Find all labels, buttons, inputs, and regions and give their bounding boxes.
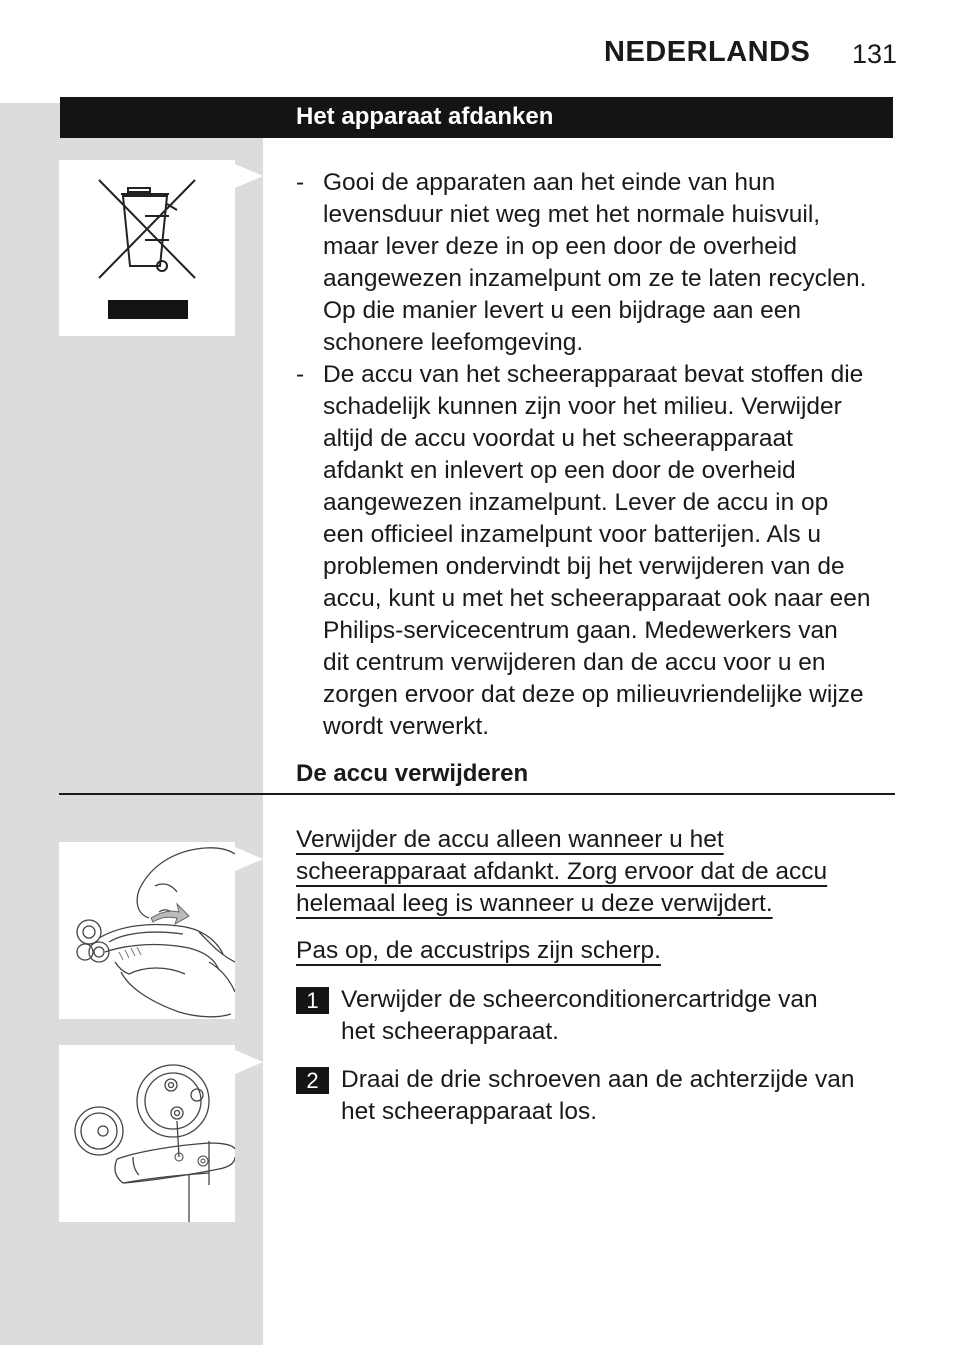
section-title-battery-removal: De accu verwijderen [296,760,529,787]
section-header-bar [60,97,893,138]
bullet-item-1: - Gooi de apparaten aan het einde van hun levensduur niet weg met het normale huisvuil, maar lever deze in op een door de overheid aangewezen inzamelpunt om ze te laten recyclen. Op die manier levert u een bijdrage aan een schonere leefomgeving. [296,169,867,356]
weee-image-box [59,160,235,336]
step-number-badge: 2 [296,1067,329,1094]
hand-removing-cartridge-illustration [59,842,235,1019]
image-pointer [235,164,263,188]
language-title: NEDERLANDS [604,36,811,68]
bullet-item-2: - De accu van het scheerapparaat bevat stoffen die schadelijk kunnen zijn voor het milieu. Verwijder altijd de accu voordat u het scheerapparaat afdankt en inlevert op een door de overheid aangewezen inzamelpunt. Lever de accu in op een officieel inzamelpunt voor batterijen. Als u problemen ondervindt bij het verwijderen van de accu, kunt u met het scheerapparaat ook naar een Philips-servicecentrum gaan. Medewerkers van dit centrum verwijderen dan de accu voor u en zorgen ervoor dat deze op milieuvriendelijke wijze wordt verwerkt. [296,361,871,740]
section-divider [59,793,895,795]
illustration-box-1 [59,842,235,1019]
step-2: 2 Draai de drie schroeven aan de achterzijde van het scheerapparaat los. [296,1064,896,1128]
step-1: 1 Verwijder de scheerconditionercartridge van het scheerapparaat. [296,984,896,1048]
illustration-box-2 [59,1045,235,1222]
warning-block-2: Pas op, de accustrips zijn scherp. [296,937,661,964]
step-number-badge: 1 [296,987,329,1014]
warning-block-1: Verwijder de accu alleen wanneer u het scheerapparaat afdankt. Zorg ervoor dat de accu helemaal leeg is wanneer u deze verwijdert. [296,826,828,917]
shaver-screws-illustration [59,1045,235,1222]
image-pointer [235,847,263,871]
disposal-text [296,167,896,743]
page-number: 131 [852,39,898,69]
section-title-disposal: Het apparaat afdanken [296,103,554,130]
image-pointer [235,1050,263,1074]
crossed-out-wheelie-bin-icon [59,160,235,336]
